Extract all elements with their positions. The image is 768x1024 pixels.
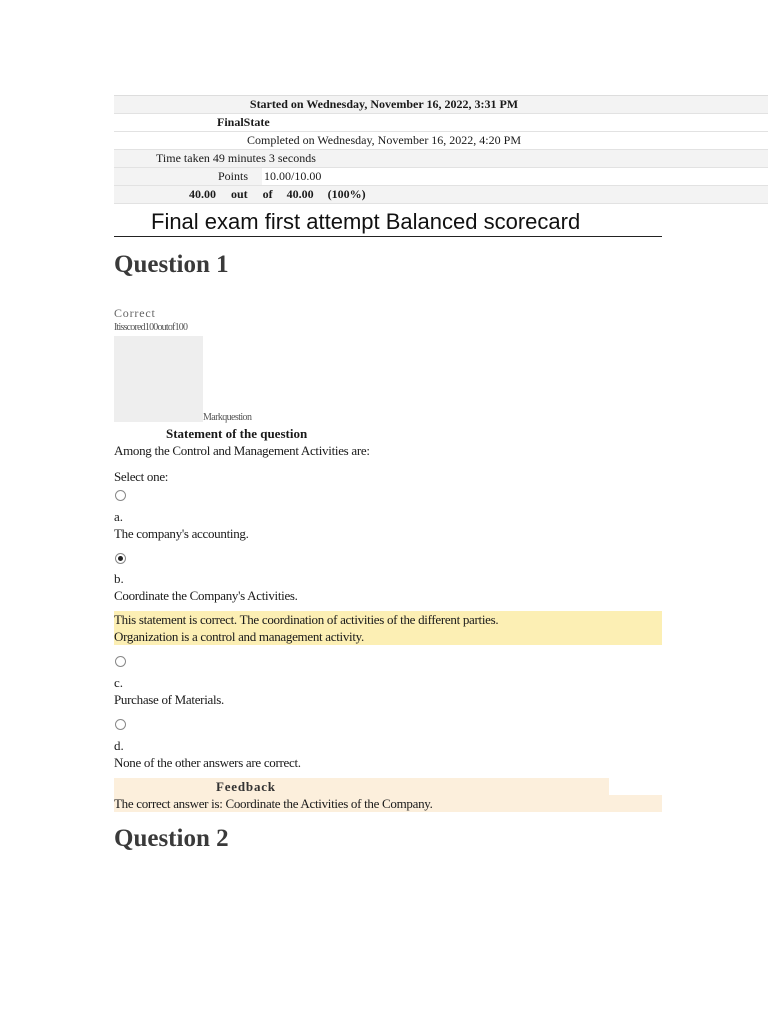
question-state: Correct bbox=[114, 306, 156, 320]
completed-text: Completed on Wednesday, November 16, 2022, 4:20 PM bbox=[246, 133, 521, 147]
option-c-radio[interactable] bbox=[115, 656, 126, 667]
grade-percent: (100%) bbox=[327, 187, 366, 201]
statement-label: Statement of the question bbox=[166, 426, 308, 441]
state-text: FinalState bbox=[217, 115, 270, 129]
grade-of: of bbox=[262, 187, 273, 201]
option-a-letter: a. bbox=[114, 509, 124, 524]
question-grade: Itisscored100outof100 bbox=[114, 322, 188, 333]
summary-row-time bbox=[114, 150, 768, 168]
option-c-text[interactable]: Purchase of Materials. bbox=[114, 692, 225, 707]
option-a-radio[interactable] bbox=[115, 490, 126, 501]
option-d-radio[interactable] bbox=[115, 719, 126, 730]
option-b-letter: b. bbox=[114, 571, 124, 586]
summary-row-completed bbox=[114, 132, 768, 150]
time-taken-text: Time taken 49 minutes 3 seconds bbox=[156, 151, 316, 165]
option-d-text[interactable]: None of the other answers are correct. bbox=[114, 755, 301, 770]
option-d-letter: d. bbox=[114, 738, 124, 753]
select-one-label: Select one: bbox=[114, 469, 169, 484]
grade-max: 40.00 bbox=[286, 187, 314, 201]
summary-row-points bbox=[114, 168, 768, 186]
exam-title: Final exam first attempt Balanced scorecard bbox=[114, 207, 662, 237]
points-value: 10.00/10.00 bbox=[264, 169, 322, 183]
option-c-letter: c. bbox=[114, 675, 124, 690]
mark-question-link[interactable]: Markquestion bbox=[203, 412, 252, 423]
summary-row-started bbox=[114, 96, 768, 114]
points-label: Points bbox=[114, 168, 262, 185]
feedback-heading: Feedback bbox=[114, 778, 609, 795]
started-text: Started on Wednesday, November 16, 2022, 3:31 PM bbox=[249, 97, 519, 111]
question-2-heading: Question 2 bbox=[114, 825, 229, 852]
question-text: Among the Control and Management Activities are: bbox=[114, 443, 370, 458]
grade-score: 40.00 bbox=[189, 187, 216, 201]
summary-row-state bbox=[114, 114, 768, 132]
option-b-radio[interactable] bbox=[115, 553, 126, 564]
attempt-summary-table bbox=[114, 95, 768, 204]
summary-row-grade bbox=[114, 186, 768, 204]
option-a-text[interactable]: The company's accounting. bbox=[114, 526, 249, 541]
question-1-heading: Question 1 bbox=[114, 251, 229, 278]
flag-image-placeholder[interactable] bbox=[114, 336, 203, 422]
option-b-text[interactable]: Coordinate the Company's Activities. bbox=[114, 588, 298, 603]
explanation-line-2: Organization is a control and management activity. bbox=[114, 629, 364, 644]
option-b-explanation bbox=[114, 611, 662, 645]
feedback-correct-answer: The correct answer is: Coordinate the Activities of the Company. bbox=[114, 795, 662, 812]
grade-out: out bbox=[231, 187, 248, 201]
explanation-line-1: This statement is correct. The coordination of activities of the different parties. bbox=[114, 612, 499, 627]
